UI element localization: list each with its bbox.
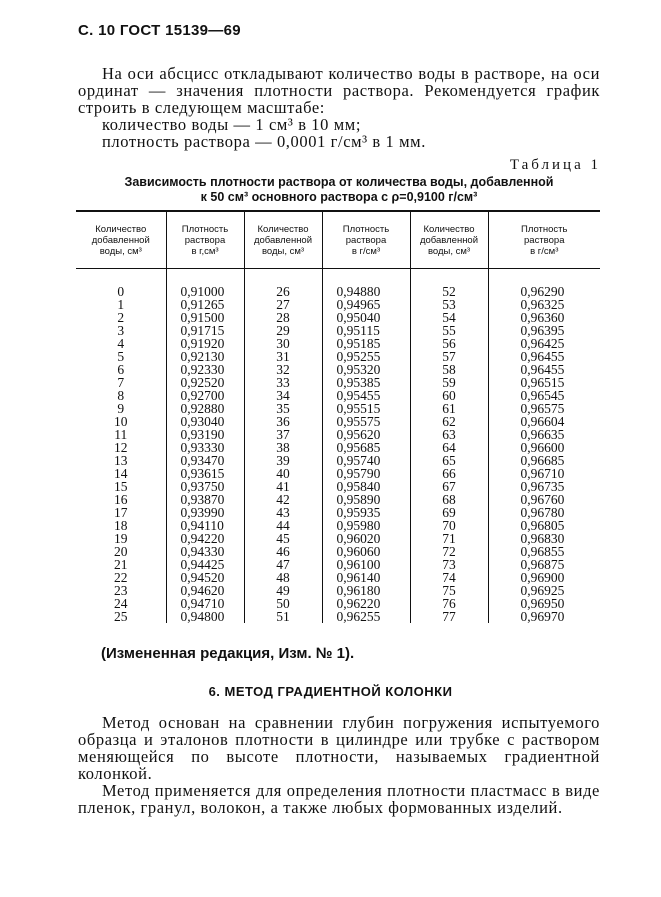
density-cell: 0,96875	[488, 558, 600, 571]
water-amount-cell: 29	[244, 324, 322, 337]
water-amount-cell: 62	[410, 415, 488, 428]
density-cell: 0,96515	[488, 376, 600, 389]
density-cell: 0,96060	[322, 545, 410, 558]
density-cell: 0,96360	[488, 311, 600, 324]
water-amount-cell: 40	[244, 467, 322, 480]
density-cell: 0,96600	[488, 441, 600, 454]
water-amount-cell: 72	[410, 545, 488, 558]
density-cell: 0,94710	[166, 597, 244, 610]
water-amount-cell: 47	[244, 558, 322, 571]
density-cell: 0,96325	[488, 298, 600, 311]
density-cell: 0,96830	[488, 532, 600, 545]
water-amount-cell: 50	[244, 597, 322, 610]
water-amount-cell: 37	[244, 428, 322, 441]
header-water-2: Количество добавленной воды, см³	[244, 211, 322, 269]
density-cell: 0,96255	[322, 610, 410, 623]
density-cell: 0,96950	[488, 597, 600, 610]
water-amount-cell: 76	[410, 597, 488, 610]
water-amount-cell: 25	[114, 609, 128, 624]
density-cell: 0,94330	[166, 545, 244, 558]
density-cell: 0,94620	[166, 584, 244, 597]
density-cell: 0,95185	[322, 337, 410, 350]
water-amount-cell: 27	[244, 298, 322, 311]
water-amount-cell: 60	[410, 389, 488, 402]
density-cell: 0,96925	[488, 584, 600, 597]
water-amount-cell: 48	[244, 571, 322, 584]
water-amount-cell: 39	[244, 454, 322, 467]
water-amount-cell: 70	[410, 519, 488, 532]
table-title-line2: к 50 см³ основного раствора с ρ=0,9100 г/см³	[200, 190, 478, 204]
density-cell: 0,95740	[322, 454, 410, 467]
density-cell: 0,95890	[322, 493, 410, 506]
density-cell: 0,92130	[166, 350, 244, 363]
water-amount-cell: 24	[114, 596, 128, 611]
water-amount-cell: 33	[244, 376, 322, 389]
water-amount-cell: 54	[410, 311, 488, 324]
density-cell: 0,94800	[166, 610, 244, 623]
water-amount-cell: 18	[114, 518, 128, 533]
density-cell: 0,94425	[166, 558, 244, 571]
density-cell: 0,96455	[488, 363, 600, 376]
water-amount-cell: 75	[410, 584, 488, 597]
density-cell: 0,95575	[322, 415, 410, 428]
section-title: 6. МЕТОД ГРАДИЕНТНОЙ КОЛОНКИ	[208, 684, 453, 699]
density-cell: 0,96290	[488, 285, 600, 298]
density-cell: 0,93330	[166, 441, 244, 454]
density-cell: 0,96855	[488, 545, 600, 558]
header-density-2: Плотность раствора в г/см³	[322, 211, 410, 269]
density-cell: 0,93990	[166, 506, 244, 519]
density-cell: 0,92520	[166, 376, 244, 389]
density-cell: 0,96760	[488, 493, 600, 506]
water-amount-cell: 14	[114, 466, 128, 481]
section-text	[78, 714, 600, 816]
water-amount-cell: 11	[114, 427, 128, 442]
water-amount-cell: 19	[114, 531, 128, 546]
water-amount-cell: 1	[117, 297, 125, 312]
density-cell: 0,95115	[322, 324, 410, 337]
table-row	[76, 610, 600, 623]
water-amount-cell: 6	[117, 362, 125, 377]
density-cell: 0,96425	[488, 337, 600, 350]
density-cell: 0,94965	[322, 298, 410, 311]
water-amount-cell: 3	[117, 323, 125, 338]
water-amount-cell: 22	[114, 570, 128, 585]
density-cell: 0,96545	[488, 389, 600, 402]
water-amount-cell: 57	[410, 350, 488, 363]
density-table	[76, 210, 600, 623]
water-amount-cell: 34	[244, 389, 322, 402]
density-cell: 0,96735	[488, 480, 600, 493]
amendment-note: (Измененная редакция, Изм. № 1).	[101, 645, 355, 662]
density-cell: 0,95385	[322, 376, 410, 389]
water-amount-cell: 12	[114, 440, 128, 455]
density-cell: 0,94880	[322, 285, 410, 298]
water-amount-cell: 9	[117, 401, 125, 416]
density-cell: 0,95935	[322, 506, 410, 519]
density-cell: 0,95320	[322, 363, 410, 376]
water-amount-cell: 64	[410, 441, 488, 454]
water-amount-cell: 31	[244, 350, 322, 363]
density-cell: 0,95790	[322, 467, 410, 480]
water-amount-cell: 43	[244, 506, 322, 519]
density-cell: 0,95515	[322, 402, 410, 415]
intro-text	[78, 65, 600, 150]
water-amount-cell: 2	[117, 310, 125, 325]
density-cell: 0,93040	[166, 415, 244, 428]
water-amount-cell: 69	[410, 506, 488, 519]
table-number: Таблица 1	[509, 157, 601, 173]
density-cell: 0,96635	[488, 428, 600, 441]
water-amount-cell: 17	[114, 505, 128, 520]
water-amount-cell: 45	[244, 532, 322, 545]
density-cell: 0,91715	[166, 324, 244, 337]
water-amount-cell: 23	[114, 583, 128, 598]
water-amount-cell: 5	[117, 349, 125, 364]
water-amount-cell: 38	[244, 441, 322, 454]
header-water-3: Количество добавленной воды, см³	[410, 211, 488, 269]
density-cell: 0,95620	[322, 428, 410, 441]
density-cell: 0,96180	[322, 584, 410, 597]
water-amount-cell: 77	[410, 610, 488, 623]
water-amount-cell: 0	[117, 284, 125, 299]
water-amount-cell: 26	[244, 285, 322, 298]
water-amount-cell: 56	[410, 337, 488, 350]
water-amount-cell: 21	[114, 557, 128, 572]
water-amount-cell: 74	[410, 571, 488, 584]
density-cell: 0,91500	[166, 311, 244, 324]
density-cell: 0,96710	[488, 467, 600, 480]
density-cell: 0,92330	[166, 363, 244, 376]
water-amount-cell: 44	[244, 519, 322, 532]
water-amount-cell: 51	[244, 610, 322, 623]
header-water-1: Количество добавленной воды, см³	[76, 211, 166, 269]
water-amount-cell: 42	[244, 493, 322, 506]
density-cell: 0,92700	[166, 389, 244, 402]
water-amount-cell: 16	[114, 492, 128, 507]
water-amount-cell: 4	[117, 336, 125, 351]
water-amount-cell: 63	[410, 428, 488, 441]
water-amount-cell: 10	[114, 414, 128, 429]
density-cell: 0,96900	[488, 571, 600, 584]
header-density-1: Плотность раствора в г,см³	[166, 211, 244, 269]
density-cell: 0,96020	[322, 532, 410, 545]
density-cell: 0,96805	[488, 519, 600, 532]
section-paragraph-1: Метод основан на сравнении глубин погружения испытуемого образца и эталонов плотности в цилиндре или трубке с раствором меняющейся по высоте плотности, называемых градиентной колонкой.	[78, 713, 600, 783]
water-amount-cell: 67	[410, 480, 488, 493]
intro-paragraph: На оси абсцисс откладывают количество воды в растворе, на оси ординат — значения плотности раствора. Рекомендуется график строить в следующем масштабе:	[78, 64, 600, 117]
water-amount-cell: 36	[244, 415, 322, 428]
water-amount-cell: 8	[117, 388, 125, 403]
density-cell: 0,94110	[166, 519, 244, 532]
density-cell: 0,95840	[322, 480, 410, 493]
header-density-3: Плотность раствора в г/см³	[488, 211, 600, 269]
density-cell: 0,96970	[488, 610, 600, 623]
water-amount-cell: 32	[244, 363, 322, 376]
density-cell: 0,93190	[166, 428, 244, 441]
density-cell: 0,96604	[488, 415, 600, 428]
density-cell: 0,95685	[322, 441, 410, 454]
density-cell: 0,93870	[166, 493, 244, 506]
water-amount-cell: 35	[244, 402, 322, 415]
water-amount-cell: 20	[114, 544, 128, 559]
density-cell: 0,96220	[322, 597, 410, 610]
density-cell: 0,96455	[488, 350, 600, 363]
density-cell: 0,93470	[166, 454, 244, 467]
table-title-line1: Зависимость плотности раствора от количества воды, добавленной	[124, 175, 554, 189]
density-cell: 0,91000	[166, 285, 244, 298]
table-title	[78, 175, 600, 205]
density-cell: 0,93750	[166, 480, 244, 493]
water-amount-cell: 30	[244, 337, 322, 350]
water-amount-cell: 15	[114, 479, 128, 494]
density-cell: 0,96395	[488, 324, 600, 337]
density-cell: 0,96140	[322, 571, 410, 584]
table-header-row	[76, 211, 600, 269]
water-amount-cell: 59	[410, 376, 488, 389]
water-amount-cell: 7	[117, 375, 125, 390]
density-cell: 0,91265	[166, 298, 244, 311]
water-amount-cell: 49	[244, 584, 322, 597]
density-cell: 0,96100	[322, 558, 410, 571]
density-cell: 0,96685	[488, 454, 600, 467]
water-amount-cell: 55	[410, 324, 488, 337]
density-cell: 0,95040	[322, 311, 410, 324]
water-amount-cell: 28	[244, 311, 322, 324]
density-cell: 0,94220	[166, 532, 244, 545]
page-header: С. 10 ГОСТ 15139—69	[78, 22, 241, 39]
density-cell: 0,93615	[166, 467, 244, 480]
water-amount-cell: 71	[410, 532, 488, 545]
scale-density-line: плотность раствора — 0,0001 г/см³ в 1 мм.	[102, 132, 426, 151]
water-amount-cell: 61	[410, 402, 488, 415]
density-cell: 0,92880	[166, 402, 244, 415]
water-amount-cell: 46	[244, 545, 322, 558]
water-amount-cell: 73	[410, 558, 488, 571]
water-amount-cell: 53	[410, 298, 488, 311]
section-paragraph-2: Метод применяется для определения плотности пластмасс в виде пленок, гранул, волокон, а также любых формованных изделий.	[78, 781, 600, 817]
water-amount-cell: 65	[410, 454, 488, 467]
water-amount-cell: 13	[114, 453, 128, 468]
density-cell: 0,95255	[322, 350, 410, 363]
density-cell: 0,96575	[488, 402, 600, 415]
density-cell: 0,95980	[322, 519, 410, 532]
water-amount-cell: 58	[410, 363, 488, 376]
density-cell: 0,96780	[488, 506, 600, 519]
water-amount-cell: 66	[410, 467, 488, 480]
water-amount-cell: 68	[410, 493, 488, 506]
density-cell: 0,95455	[322, 389, 410, 402]
water-amount-cell: 52	[410, 285, 488, 298]
density-cell: 0,91920	[166, 337, 244, 350]
water-amount-cell: 41	[244, 480, 322, 493]
density-cell: 0,94520	[166, 571, 244, 584]
scale-water-line: количество воды — 1 см³ в 10 мм;	[102, 115, 361, 134]
